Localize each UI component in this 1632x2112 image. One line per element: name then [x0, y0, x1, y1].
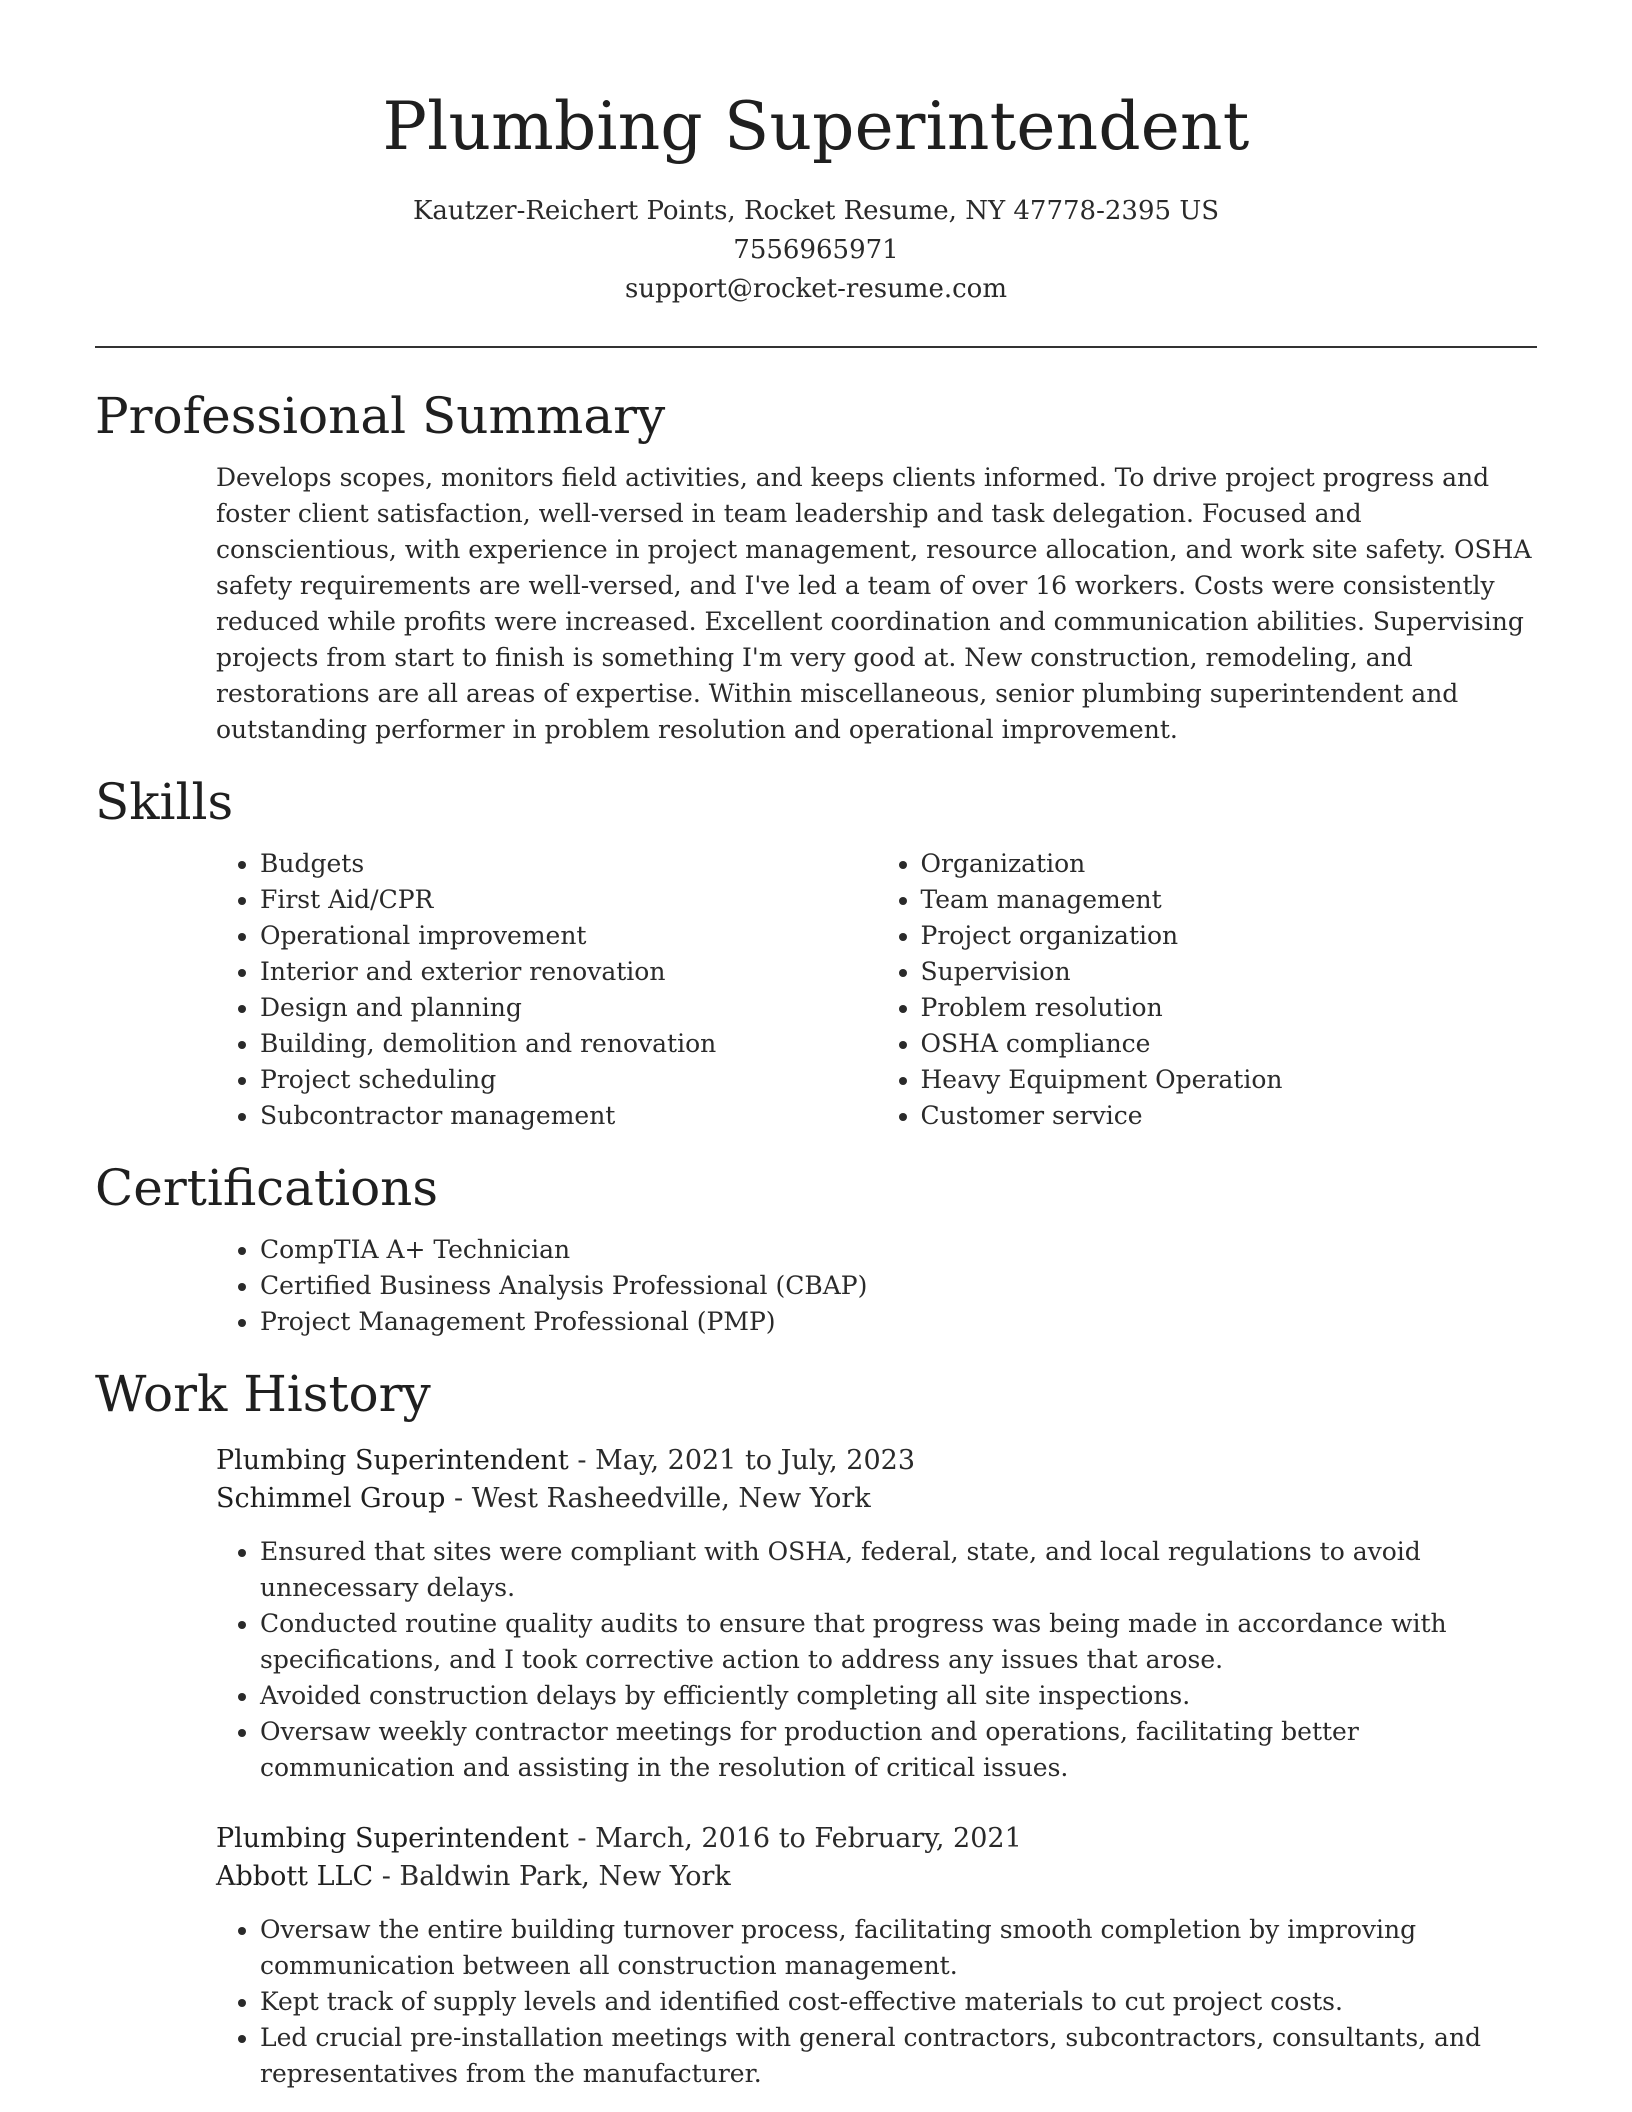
work-history-title: Work History — [95, 1365, 431, 1423]
job-company: Schimmel Group — [216, 1483, 446, 1514]
certification-item: • CompTIA A+ Technician — [260, 1232, 1537, 1268]
resume-header — [95, 0, 1537, 309]
certifications-body — [95, 1232, 1537, 1340]
job-company: Abbott LLC — [216, 1861, 374, 1892]
contact-email: support@rocket-resume.com — [624, 274, 1007, 304]
skill-item: • Organization — [921, 846, 1538, 882]
job-company-line — [216, 1480, 1537, 1518]
job-entry — [216, 1442, 1537, 1786]
skill-item: • Interior and exterior renovation — [260, 954, 877, 990]
summary-section — [95, 384, 1537, 748]
contact-address: Kautzer-Reichert Points, Rocket Resume, NY 47778-2395 US — [412, 196, 1220, 226]
summary-title: Professional Summary — [95, 387, 666, 445]
contact-phone: 7556965971 — [733, 235, 899, 265]
skill-item: • Team management — [921, 882, 1538, 918]
certifications-list — [216, 1232, 1537, 1340]
candidate-name: Plumbing Superintendent — [382, 88, 1250, 165]
certifications-title: Certifications — [95, 1159, 439, 1217]
skill-item: • Project scheduling — [260, 1062, 877, 1098]
skill-item: • Design and planning — [260, 990, 877, 1026]
skill-item: • Customer service — [921, 1098, 1538, 1134]
work-history-body — [95, 1442, 1537, 2092]
skill-item: • Operational improvement — [260, 918, 877, 954]
skills-section — [95, 770, 1537, 1134]
job-dates: - March, 2016 to February, 2021 — [568, 1823, 1022, 1854]
job-company-line — [216, 1858, 1537, 1896]
job-role: Plumbing Superintendent — [216, 1823, 569, 1854]
job-bullet-list — [216, 1534, 1537, 1786]
job-bullet: • Avoided construction delays by efficiently completing all site inspections. — [260, 1678, 1537, 1714]
skill-item: • Problem resolution — [921, 990, 1538, 1026]
job-location: - West Rasheedville, New York — [445, 1483, 871, 1514]
job-title-line — [216, 1442, 1537, 1480]
job-bullet: • Ensured that sites were compliant with OSHA, federal, state, and local regulations to avoid unnecessary delays. — [260, 1534, 1537, 1606]
job-dates: - May, 2021 to July, 2023 — [568, 1445, 916, 1476]
job-entry — [216, 1820, 1537, 2092]
job-bullet: • Conducted routine quality audits to ensure that progress was being made in accordance with specifications, and I took corrective action to address any issues that arose. — [260, 1606, 1537, 1678]
skill-item: • Building, demolition and renovation — [260, 1026, 877, 1062]
skill-item: • Supervision — [921, 954, 1538, 990]
job-bullet: • Oversaw the entire building turnover process, facilitating smooth completion by improving communication between all construction management. — [260, 1912, 1537, 1984]
job-bullet: • Oversaw weekly contractor meetings for production and operations, facilitating better communication and assisting in the resolution of critical issues. — [260, 1714, 1537, 1786]
certification-item: • Project Management Professional (PMP) — [260, 1304, 1537, 1340]
job-bullet: • Kept track of supply levels and identified cost-effective materials to cut project costs. — [260, 1984, 1537, 2020]
certifications-section — [95, 1156, 1537, 1340]
skills-column-right — [877, 846, 1538, 1134]
work-history-section — [95, 1362, 1537, 2092]
certification-item: • Certified Business Analysis Professional (CBAP) — [260, 1268, 1537, 1304]
skill-item: • Budgets — [260, 846, 877, 882]
skill-item: • First Aid/CPR — [260, 882, 877, 918]
header-divider — [95, 346, 1537, 348]
job-bullet-list — [216, 1912, 1537, 2092]
job-role: Plumbing Superintendent — [216, 1445, 569, 1476]
job-location: - Baldwin Park, New York — [373, 1861, 731, 1892]
job-title-line — [216, 1820, 1537, 1858]
skills-title: Skills — [95, 773, 234, 831]
summary-text: Develops scopes, monitors field activities, and keeps clients informed. To drive project progress and foster client satisfaction, well-versed in team leadership and task delegation. Focused and conscientious, with experience in project management, resource allocation, and work site safety. OSHA safety requirements are well-versed, and I've led a team of over 16 workers. Costs were consistently reduced while profits were increased. Excellent coordination and communication abilities. Supervising projects from start to finish is something I'm very good at. New construction, remodeling, and restorations are all areas of expertise. Within miscellaneous, senior plumbing superintendent and outstanding performer in problem resolution and operational improvement. — [216, 463, 1532, 744]
skill-item: • OSHA compliance — [921, 1026, 1538, 1062]
summary-body — [95, 460, 1537, 748]
skills-grid — [216, 846, 1537, 1134]
skills-body — [95, 846, 1537, 1134]
skill-item: • Subcontractor management — [260, 1098, 877, 1134]
skills-column-left — [216, 846, 877, 1134]
skill-item: • Heavy Equipment Operation — [921, 1062, 1538, 1098]
skill-item: • Project organization — [921, 918, 1538, 954]
job-bullet: • Led crucial pre-installation meetings with general contractors, subcontractors, consultants, and representatives from the manufacturer. — [260, 2020, 1537, 2092]
